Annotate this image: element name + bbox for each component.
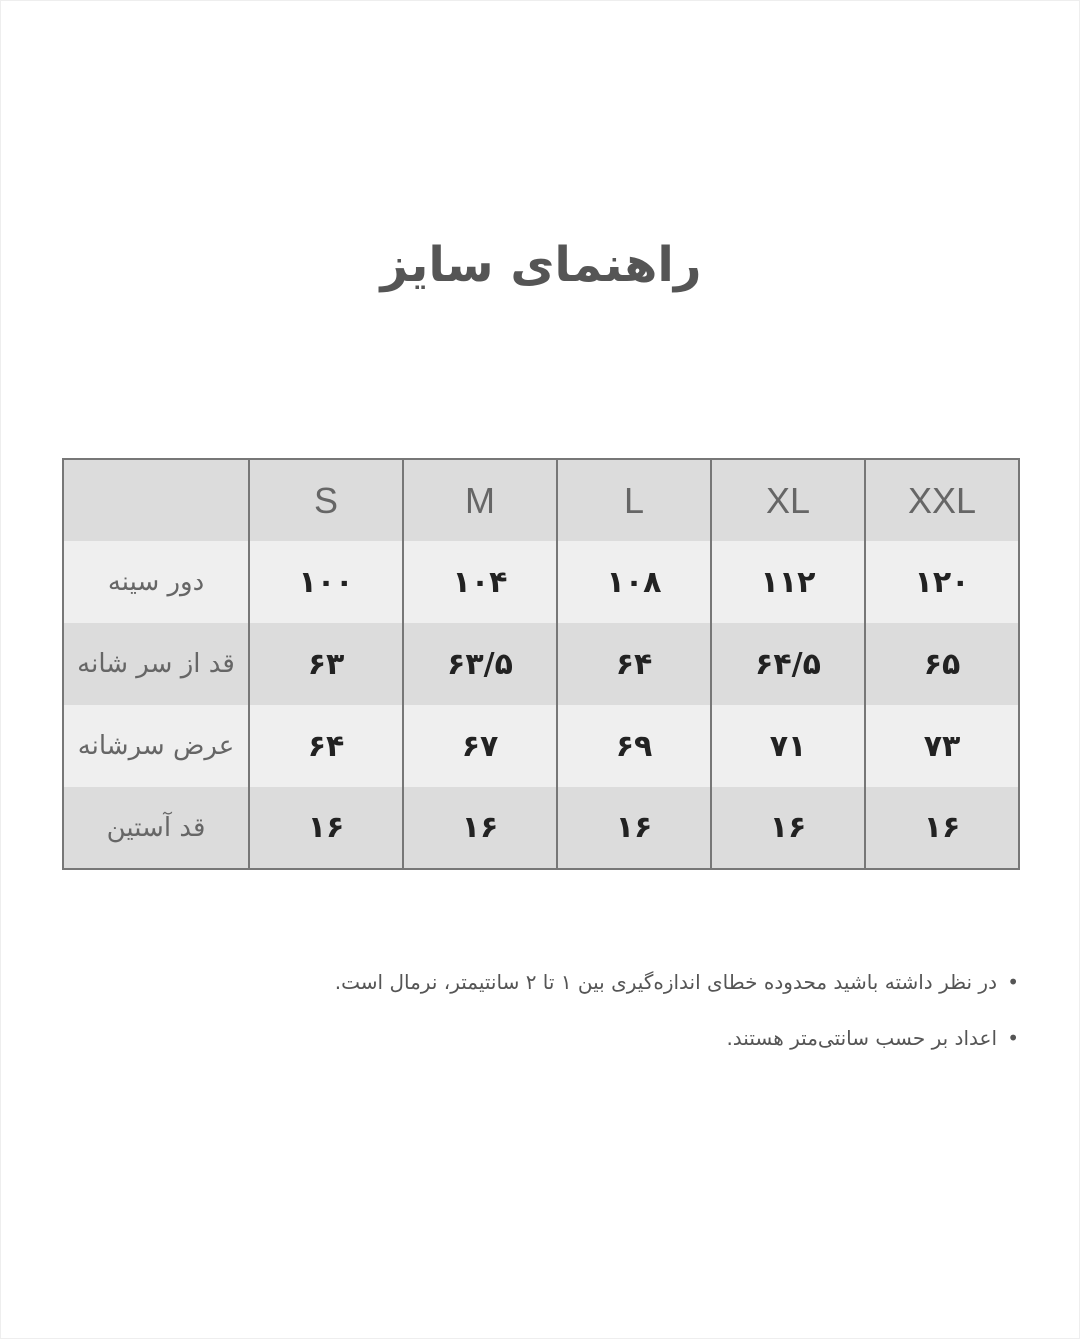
- size-table: [62, 458, 1020, 870]
- table-row-shoulder-width: [63, 705, 1019, 787]
- table-cell: ۱۲۰: [865, 541, 1019, 623]
- table-cell: ۱۶: [865, 787, 1019, 869]
- table-cell: ۶۷: [403, 705, 557, 787]
- row-label-length: قد از سر شانه: [63, 623, 249, 705]
- header-size-l: L: [557, 459, 711, 541]
- note-text: در نظر داشته باشید محدوده خطای اندازه‌گیری بین ۱ تا ۲ سانتیمتر، نرمال است.: [334, 970, 997, 994]
- bullet-icon: •: [1007, 1026, 1019, 1050]
- header-corner-cell: [63, 459, 249, 541]
- table-cell: ۱۶: [403, 787, 557, 869]
- table-cell: ۱۰۸: [557, 541, 711, 623]
- page-title: راهنمای سایز: [380, 237, 702, 293]
- table-cell: ۷۱: [711, 705, 865, 787]
- header-size-m: M: [403, 459, 557, 541]
- header-size-xl: XL: [711, 459, 865, 541]
- list-item: [59, 1025, 1019, 1051]
- table-cell: ۷۳: [865, 705, 1019, 787]
- note-text: اعداد بر حسب سانتی‌متر هستند.: [726, 1026, 997, 1050]
- table-cell: ۶۴: [249, 705, 403, 787]
- table-cell: ۶۵: [865, 623, 1019, 705]
- table-row-sleeve: [63, 787, 1019, 869]
- bullet-icon: •: [1007, 970, 1019, 994]
- table-cell: ۱۱۲: [711, 541, 865, 623]
- table-cell: ۶۴: [557, 623, 711, 705]
- table-cell: ۱۶: [711, 787, 865, 869]
- row-label-sleeve: قد آستین: [63, 787, 249, 869]
- row-label-shoulder-width: عرض سرشانه: [63, 705, 249, 787]
- header-size-xxl: XXL: [865, 459, 1019, 541]
- row-label-chest: دور سینه: [63, 541, 249, 623]
- table-cell: ۱۰۴: [403, 541, 557, 623]
- header-size-s: S: [249, 459, 403, 541]
- table-cell: ۶۴/۵: [711, 623, 865, 705]
- notes-list: [59, 969, 1019, 1081]
- table-cell: ۶۳: [249, 623, 403, 705]
- table-cell: ۱۶: [557, 787, 711, 869]
- table-cell: ۱۰۰: [249, 541, 403, 623]
- table-header-row: [63, 459, 1019, 541]
- table-cell: ۶۹: [557, 705, 711, 787]
- table-cell: ۱۶: [249, 787, 403, 869]
- table-row-length: [63, 623, 1019, 705]
- table-row-chest: [63, 541, 1019, 623]
- table-cell: ۶۳/۵: [403, 623, 557, 705]
- list-item: [59, 969, 1019, 995]
